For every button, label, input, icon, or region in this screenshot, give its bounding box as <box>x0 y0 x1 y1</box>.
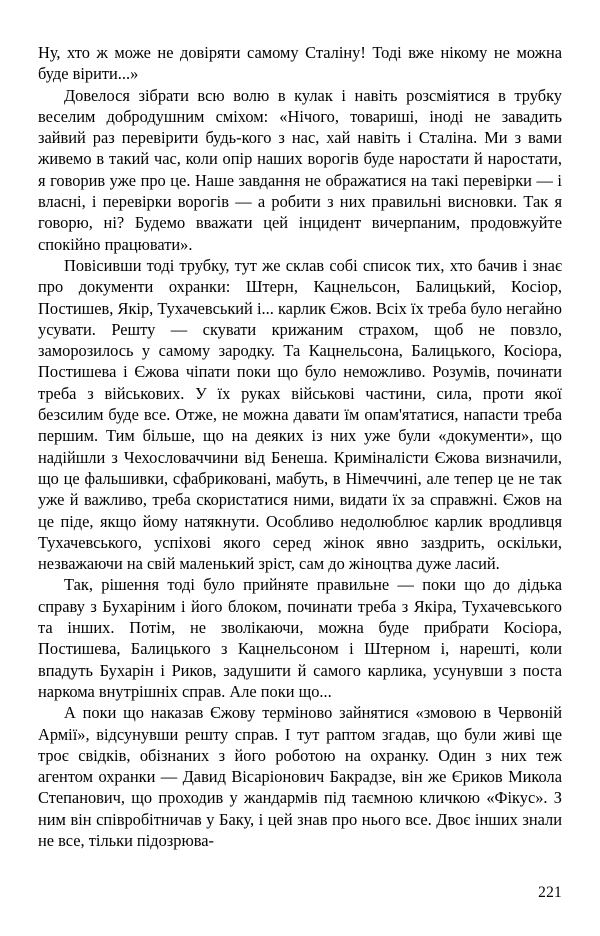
page-body <box>38 42 562 851</box>
paragraph: А поки що наказав Єжову терміново зайнятися «змовою в Червоній Армії», відсунувши решту справ. І тут раптом згадав, що були живі ще троє свідків, обізнаних з його роботою на охранку. Один з них теж агентом охранки — Давид Вісаріонович Бакрадзе, він же Єриков Микола Степанович, що проходив у жандармів під таємною кличкою «Фікус». З ним він співробітничав у Баку, і цей знав про нього все. Двоє інших знали не все, тільки підозрюва- <box>38 703 562 850</box>
paragraph: Так, рішення тоді було прийняте правильне — поки що до дідька справу з Бухаріним і його блоком, починати треба з Якіра, Тухачевського та інших. Потім, не зволікаючи, можна буде прибрати Косіора, Постишева, Балицького з Кацнельсоном і Штерном і, нарешті, коли впадуть Бухарін і Риков, задушити й самого карлика, усунувши з поста наркома внутрішніх справ. Але поки що... <box>38 575 562 701</box>
paragraph: Довелося зібрати всю волю в кулак і навіть розсміятися в трубку веселим добродушним сміхом: «Нічого, товариші, іноді не завадить зайвий раз перевірити будь-кого з нас, хай навіть і Сталіна. Ми з вами живемо в такий час, коли опір наших ворогів буде наростати й наростати, я говорив уже про це. Наше завдання не ображатися на такі перевірки — і власні, і перевірки ворогів — а робити з них правильні висновки. Так я говорю, ні? Будемо вважати цей інцидент вичерпаним, продовжуйте спокійно працювати». <box>38 85 562 254</box>
paragraph: Повісивши тоді трубку, тут же склав собі список тих, хто бачив і знає про документи охранки: Штерн, Кацнельсон, Балицький, Косіор, Постишев, Якір, Тухачевський і... карлик Єжов. Всіх їх треба було негайно усувати. Решту — скувати крижаним страхом, щоб не повзло, заморозилось у самому зародку. Та Кацнельсона, Балицького, Косіора, Постишева і Єжова чіпати поки що було неможливо. Розумів, починати треба з військових. У їх руках військові частини, сила, проти якої безсилим буде все. Отже, не можна давати їм опам'ятатися, напасти треба першим. Тим більше, що на деяких із них уже були «документи», що надійшли з Чехословаччини від Бенеша. Криміналісти Єжова визначили, що це фальшивки, сфабриковані, мабуть, в Німеччині, але тепер це не так уже й важливо, треба скористатися ними, видати їх за справжні. Єжов на це піде, якщо йому натякнути. Особливо недолюблює карлик вродливця Тухачевського, успіхові якого серед жінок явно заздрить, оскільки, незважаючи на свій маленький зріст, сам до жіноцтва дуже ласий. <box>38 255 562 574</box>
paragraph: Ну, хто ж може не довіряти самому Сталіну! Тоді вже нікому не можна буде вірити...» <box>38 43 562 84</box>
book-page <box>38 42 562 902</box>
page-number: 221 <box>538 884 562 901</box>
